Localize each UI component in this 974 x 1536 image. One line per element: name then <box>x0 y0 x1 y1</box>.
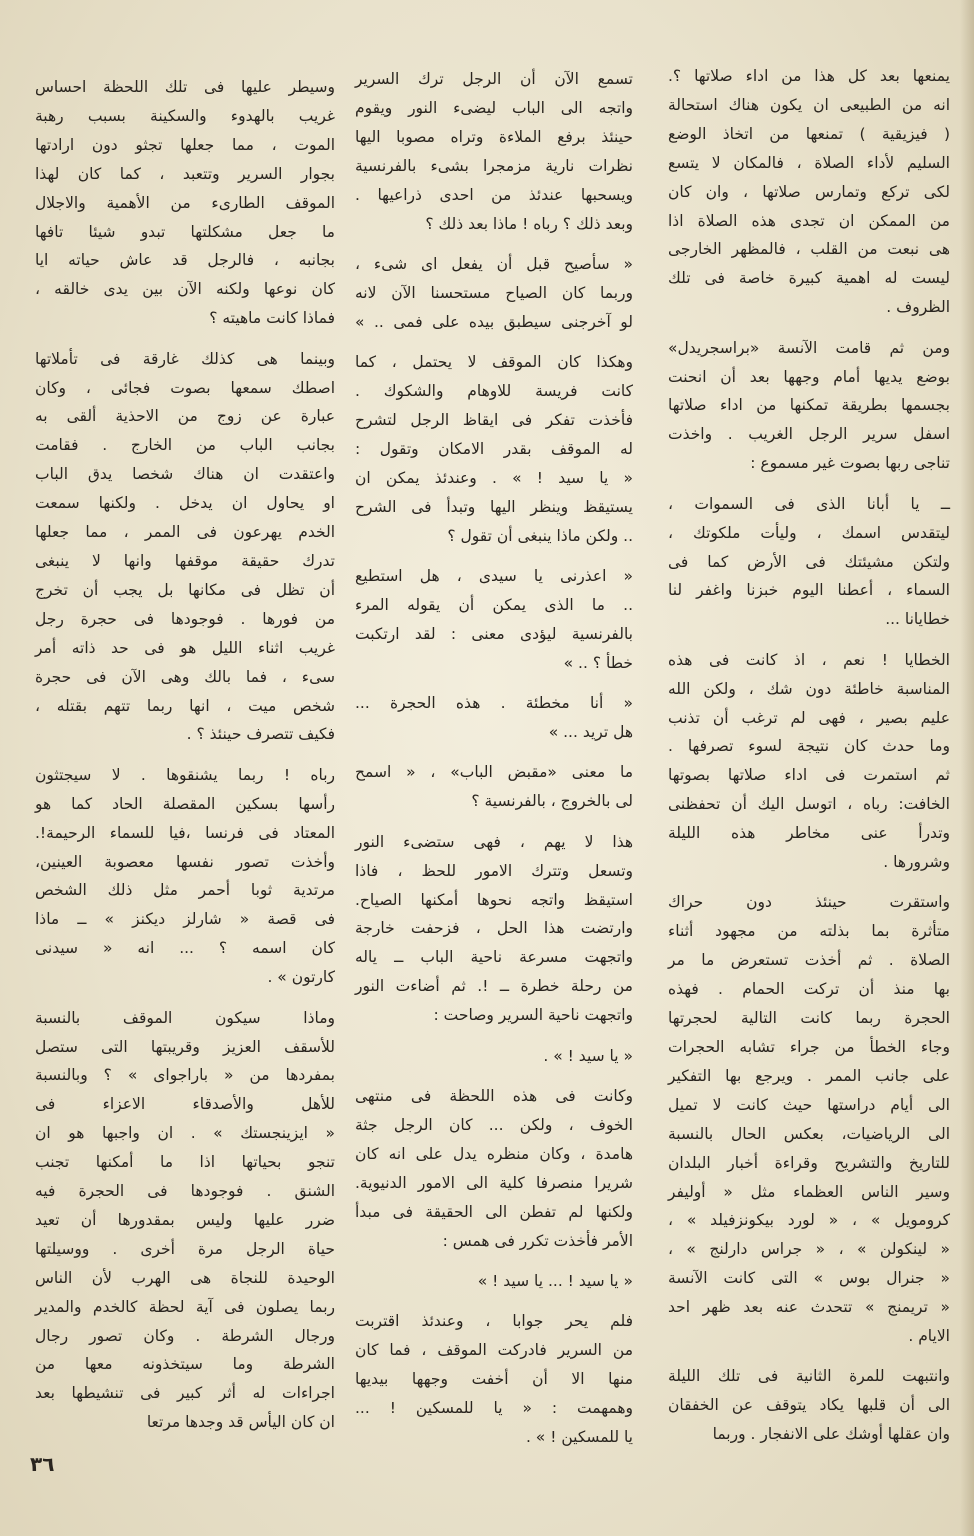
paragraph <box>355 250 633 337</box>
text-line: « يا سيد ! » . <box>543 1046 633 1065</box>
paragraph <box>355 758 633 816</box>
text-line: الى الرياضيات، بعكس الحال بالنسبة <box>668 1124 950 1143</box>
text-line: السليم لأداء الصلاة ، فالمكان لا يتسع <box>668 153 950 172</box>
text-line: الأمر فأخذت تكرر فى همس : <box>442 1231 633 1250</box>
text-line: كانت فريسة للاوهام والشكوك . <box>355 382 633 401</box>
text-line: أن تظل فى مكانها بل يجب أن تخرج <box>35 580 335 599</box>
text-line: او يحاول ان يدخل . ولكنها سمعت <box>35 494 335 513</box>
text-line: « جنرال بوس » التى كانت الآنسة <box>668 1269 950 1288</box>
text-line: سىء ، فما بالك وهى الآن فى حجرة <box>35 667 335 686</box>
text-line: غريب اثناء الليل هو فى حد ذاته أمر <box>35 638 335 657</box>
paragraph <box>668 1362 950 1449</box>
text-line: ( فيزيقية ) تمنعها من اتخاذ الوضع <box>668 124 950 143</box>
text-line: بها منذ أن تركت الحمام . فهذه <box>668 980 950 999</box>
text-line: فلم يحر جوابا ، وعندئذ اقتربت <box>355 1312 633 1331</box>
text-line: واتجهت مسرعة ناحية الباب ــ ياله <box>355 948 633 967</box>
text-line: وسيطر عليها فى تلك اللحظة احساس <box>35 78 335 96</box>
text-line: رباه ! ربما يشنقوها . لا سيجتثون <box>35 765 335 784</box>
text-line: الموقف الطارىء من الأهمية والاجلال <box>35 193 335 212</box>
text-line: ولتكن مشيئتك فى الأرض كما فى <box>668 552 950 571</box>
text-line: اصطك سمعها بصوت فجائى ، وكان <box>35 378 335 397</box>
text-line: وكانت فى هذه اللحظة فى منتهى <box>355 1087 633 1105</box>
paragraph <box>668 490 950 635</box>
text-line: الصلاة . ثم أخذت تستعرض ما مر <box>668 951 950 970</box>
text-line: فأخذت تفكر فى ايقاظ الرجل لتشرح <box>355 410 633 429</box>
paragraph <box>35 1004 335 1438</box>
text-line: ــ يا أبانا الذى فى السموات ، <box>668 494 950 513</box>
text-line: حياة الرجل مرة أخرى . ووسيلتها <box>35 1239 335 1258</box>
text-line: اسفل سرير الرجل الغريب . واخذت <box>668 425 950 444</box>
text-line: حينئذ برفع الملاءة وتراه مصوبا اليها <box>355 127 633 146</box>
text-line: استيقظ واتجه نحوها أمكنها الصياح. <box>355 890 633 909</box>
text-line: واستقرت حينئذ دون حراك <box>668 893 950 912</box>
paragraph <box>355 1267 633 1296</box>
text-line: لى بالخروج ، بالفرنسية ؟ <box>471 792 633 811</box>
text-line: الوحيدة للنجاة هى الهرب لأن الناس <box>35 1268 335 1287</box>
page-number: ٣٦ <box>30 1452 55 1476</box>
paragraph <box>355 1082 633 1255</box>
text-line: الخوف ، ولكن ... كان الرجل جثة <box>355 1115 633 1134</box>
paragraph <box>355 562 633 678</box>
text-line: نظرات نارية مزمجرا بشىء بالفرنسية <box>355 156 633 175</box>
text-line: وانتبهت للمرة الثانية فى تلك الليلة <box>668 1367 950 1386</box>
text-line: تنجو بحياتها اذا ما أمكنها تجنب <box>35 1153 335 1172</box>
text-line: الظروف . <box>886 298 950 317</box>
text-line: .. ولكن ماذا ينبغى أن تقول ؟ <box>447 526 633 545</box>
text-line: الايام . <box>908 1327 950 1346</box>
text-line: رأسها بسكين المقصلة الحاد كما هو <box>35 794 335 813</box>
text-line: عبارة عن زوج من الاحذية ألقى به <box>35 407 335 426</box>
text-line: من الممكن ان تجدى هذه الصلاة اذا <box>668 211 950 230</box>
text-line: خطايانا ... <box>885 610 950 629</box>
paragraph <box>355 65 633 238</box>
text-line: وربما كان الصياح مستحسنا الآن لانه <box>355 283 633 302</box>
paragraph <box>355 1307 633 1452</box>
text-line: واتجه الى الباب ليضىء النور ويقوم <box>355 98 633 117</box>
text-line: غريب بالهدوء والسكينة بسبب رهبة <box>35 106 335 125</box>
text-line: وسير الناس العظماء مثل « أوليفر <box>668 1182 950 1201</box>
text-line: يمنعها بعد كل هذا من اداء صلاتها ؟. <box>668 67 950 85</box>
text-line: شخص ميت ، انها ربما تتهم بقتله ، <box>35 696 335 715</box>
text-line: يستيقظ وينظر اليها وتبدأ فى الشرح <box>355 497 633 516</box>
text-line: بجانب الباب من الخارج . فقامت <box>35 436 335 455</box>
text-line: يا للمسكين ! » . <box>525 1427 633 1446</box>
text-line: الخافت: رباه ، اتوسل اليك أن تحفظنى <box>668 795 950 814</box>
text-line: متأثرة بما بذلته من مجهود أثناء <box>668 922 950 941</box>
text-line: على جانب الممر . ويرجع بها التفكير <box>668 1066 950 1085</box>
text-line: الحجرة ربما كانت التالية لحجرتها <box>668 1009 950 1028</box>
text-line: « اعذرنى يا سيدى ، هل استطيع <box>355 567 633 585</box>
text-line: فكيف تتصرف حينئذ ؟ . <box>186 725 335 744</box>
text-line: بجوار السرير وتتعبد ، كما كان لهذا <box>35 164 335 183</box>
text-line: كرومويل » ، « لورد بيكونزفيلد » ، <box>668 1211 950 1230</box>
text-line: ثم استمرت فى اداء صلاتها بصوتها <box>668 766 950 785</box>
text-line: هامدة ، وكان منظره يدل على انه كان <box>355 1144 633 1163</box>
text-line: ما جعل مشكلتها تبدو شيئا تافها <box>35 222 335 241</box>
text-line: تسمع الآن أن الرجل ترك السرير <box>355 70 633 88</box>
paragraph <box>668 888 950 1351</box>
text-line: الموت ، مما جعلها تجثو دون ارادتها <box>35 135 335 154</box>
text-line: وبينما هى كذلك غارقة فى تأملاتها <box>35 349 335 368</box>
text-line: من رحلة خطرة ــ !. ثم أضاءت النور <box>355 977 633 996</box>
text-line: وبعد ذلك ؟ رباه ! ماذا بعد ذلك ؟ <box>425 214 633 233</box>
text-line: هل تريد ... » <box>548 723 633 742</box>
text-line: تناجى ربها بصوت غير مسموع : <box>750 454 950 473</box>
text-line: .. ما الذى يمكن أن يقوله المرء <box>355 595 633 614</box>
text-line: وارتضت هذا الحل ، فزحفت خارجة <box>355 919 633 938</box>
text-line: بمفردها من « باراجواى » ؟ وبالنسبة <box>35 1066 335 1085</box>
text-line: للتاريخ والتشريح وقراءة أخبار البلدان <box>668 1153 950 1172</box>
text-line: ويسحبها عندئذ من احدى ذراعيها . <box>355 185 633 204</box>
text-line: هى نبعت من القلب ، فالمظهر الخارجى <box>668 240 950 259</box>
text-line: الشنق . فوجودها فى الحجرة فيه <box>35 1182 335 1201</box>
text-line: بالفرنسية ليؤدى معنى : لقد ارتكبت <box>355 624 633 643</box>
text-line: خطأ ؟ .. » <box>563 653 633 672</box>
paragraph <box>35 761 335 992</box>
text-line: ليست له اهمية كبيرة خاصة فى تلك <box>668 269 950 288</box>
text-line: وما حدث كان نتيجة لسوء تصرفها . <box>668 737 950 756</box>
text-line: له الموقف بقدر الامكان وتقول : <box>355 439 633 458</box>
text-line: واتجهت ناحية السرير وصاحت : <box>433 1006 633 1025</box>
paragraph <box>35 345 335 750</box>
text-line: للأهل والأصدقاء الاعزاء فى <box>35 1095 335 1114</box>
text-line: بجانبه ، فالرجل قد عاش حياته ايا <box>35 251 335 270</box>
text-line: بجسمها بطريقة تمكنها من اداء صلاتها <box>668 396 950 415</box>
text-line: وماذا سيكون الموقف بالنسبة <box>35 1008 335 1027</box>
text-line: كان نوعها ولكنه الآن بين يدى خالقه ، <box>35 280 335 299</box>
text-line: اجراءات له أثر كبير فى تنشيطها بعد <box>35 1384 335 1403</box>
column-left <box>35 73 335 1449</box>
text-line: الخدم يهرعون فى الممر ، مما جعلها <box>35 523 335 542</box>
text-line: ما معنى «مقبض الباب» ، « اسمح <box>355 763 633 782</box>
paragraph <box>668 646 950 877</box>
text-line: شريرا منصرفا كلية الى الامور الدنيوية. <box>355 1173 633 1192</box>
text-line: انه من الطبيعى ان يكون هناك استحالة <box>668 95 950 114</box>
text-line: ان كان اليأس قد وجدها مرتعا <box>146 1413 335 1432</box>
paragraph <box>355 689 633 747</box>
text-line: « تريمنج » تتحدث عنه بعد ظهر احد <box>668 1298 950 1317</box>
text-line: ولكنها لم تفطن الى الحقيقة فى مبدأ <box>355 1202 633 1221</box>
text-line: الى أن قلبها يكاد يتوقف عن الخفقان <box>668 1396 950 1415</box>
text-line: عليم بصير ، فهى لم ترغب أن تذنب <box>668 708 950 727</box>
column-right <box>668 62 950 1461</box>
text-line: الى أيام دراستها حيث كانت لا تميل <box>668 1095 950 1114</box>
text-line: الخطايا ! نعم ، اذ كانت فى هذه <box>668 650 950 669</box>
text-line: ضرر عليها وليس بمقدورها أن تعيد <box>35 1210 335 1229</box>
text-line: ورجال الشرطة . وكان تصور رجال <box>35 1326 335 1345</box>
page-edge-shadow <box>960 0 974 1536</box>
text-line: وشرورها . <box>883 853 950 872</box>
text-line: فى قصة « شارلز ديكنز » ــ ماذا <box>35 910 335 929</box>
text-line: السماء ، أعطنا اليوم خبزنا واغفر لنا <box>668 581 950 600</box>
text-line: كارتون » . <box>267 968 335 987</box>
text-line: ربما يصلون فى آية لحظة كالخدم والمدير <box>35 1297 335 1316</box>
text-line: بوضع يديها أمام وجهها بعد أن انحنت <box>668 367 950 386</box>
text-line: ومن ثم قامت الآنسة «براسجريدل» <box>668 338 950 357</box>
paragraph <box>668 62 950 322</box>
text-line: « ايزينجستك » . ان واجبها هو ان <box>35 1124 335 1143</box>
column-middle <box>355 65 633 1463</box>
text-line: من السرير فادركت الموقف ، فما كان <box>355 1341 633 1360</box>
text-line: من فورها . فوجودها فى حجرة رجل <box>35 609 335 628</box>
text-line: وهمهمت : « يا للمسكين ! ... <box>355 1399 633 1418</box>
text-line: لكى تركع وتمارس صلاتها ، وان كان <box>668 182 950 201</box>
text-line: كان اسمه ؟ ... انه « سيدنى <box>35 939 335 958</box>
text-line: منها الا أن أخفت وجهها بيديها <box>355 1370 633 1389</box>
paragraph <box>355 1042 633 1071</box>
paragraph <box>355 348 633 550</box>
text-line: تدرك حقيقة موقفها وانها لا ينبغى <box>35 552 335 570</box>
text-line: وان عقلها أوشك على الانفجار . وربما <box>712 1425 950 1444</box>
text-line: وتسعل وتترك الامور للحظ ، فاذا <box>355 861 633 880</box>
text-line: واعتقدت ان هناك شخصا يدق الباب <box>35 465 335 484</box>
text-line: « يا سيد ! ... يا سيد ! » <box>477 1271 633 1290</box>
text-line: فماذا كانت ماهيته ؟ <box>209 309 335 328</box>
text-line: « يا سيد ! » . وعندئذ يمكن ان <box>355 468 633 487</box>
text-line: المناسبة خاطئة دون شك ، ولكن الله <box>668 679 950 698</box>
text-line: وجاء الخطأ من جراء تشابه الحجرات <box>668 1038 950 1056</box>
text-line: « سأصيح قبل أن يفعل اى شىء ، <box>355 254 633 273</box>
text-line: وهكذا كان الموقف لا يحتمل ، كما <box>355 353 633 372</box>
paragraph <box>35 73 335 333</box>
text-line: وأخذت تصور نفسها معصوبة العينين، <box>35 852 335 871</box>
text-line: مرتدية ثوبا أحمر مثل ذلك الشخص <box>35 881 335 900</box>
text-line: للأسقف العزيز وقريبتها التى ستصل <box>35 1037 335 1056</box>
text-line: المعتاد فى فرنسا ،فيا للسماء الرحيمة!. <box>35 823 335 842</box>
text-line: ليتقدس اسمك ، وليأت ملكوتك ، <box>668 523 950 542</box>
text-line: هذا لا يهم ، فهى ستضىء النور <box>355 832 633 851</box>
text-line: وتدرأ عنى مخاطر هذه الليلة <box>668 824 950 843</box>
paragraph <box>668 334 950 479</box>
text-line: « أنا مخطئة . هذه الحجرة ... <box>355 694 633 713</box>
text-line: الشرطة وما سيتخذونه معها من <box>35 1355 335 1374</box>
text-line: « لينكولن » ، « جراس دارلنج » ، <box>668 1240 950 1259</box>
text-line: لو آخرجنى سيطبق بيده على فمى .. » <box>355 312 633 331</box>
paragraph <box>355 828 633 1030</box>
